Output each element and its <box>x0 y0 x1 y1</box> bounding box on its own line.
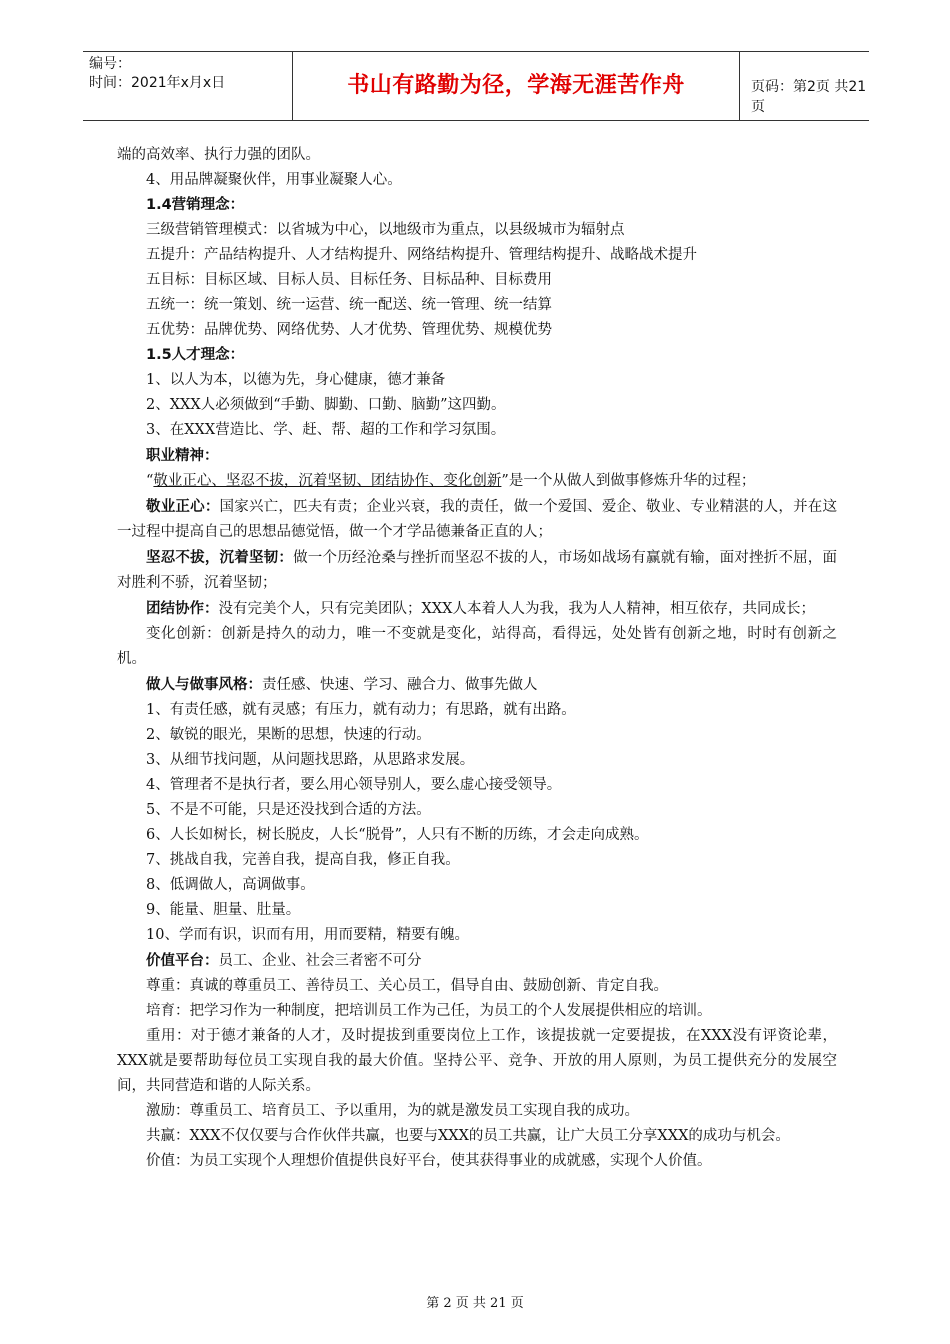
page-footer <box>0 1292 950 1311</box>
time-label: 时间：2021年x月x日 <box>89 75 226 91</box>
list-item: 2、敏锐的眼光，果断的思想，快速的行动。 <box>146 727 431 743</box>
section-heading-talent: 1.5人才理念： <box>146 347 245 363</box>
paragraph <box>117 596 837 622</box>
paragraph <box>117 948 837 974</box>
subheading-spirit <box>117 443 837 469</box>
list-item: 5、不是不可能，只是还没找到合适的方法。 <box>146 802 431 818</box>
style-text: 责任感、快速、学习、融合力、做事先做人 <box>262 677 538 693</box>
spirit-heading: 职业精神： <box>146 447 219 464</box>
paragraph: 变化创新：创新是持久的动力，唯一不变就是变化，站得高，看得远，处处皆有创新之地，时时有创新之机。 <box>117 626 837 667</box>
section-heading-marketing: 1.4营销理念： <box>146 197 245 213</box>
paragraph: 激励：尊重员工、培育员工、予以重用，为的就是激发员工实现自我的成功。 <box>146 1103 639 1119</box>
page-header <box>83 51 869 121</box>
footer-page-number: 第 2 页 共 21 页 <box>426 1296 524 1311</box>
value-text: 员工、企业、社会三者密不可分 <box>218 953 422 969</box>
list-item: 3、从细节找问题，从问题找思路，从思路求发展。 <box>146 752 475 768</box>
paragraph: 端的高效率、执行力强的团队。 <box>117 147 320 163</box>
term-text: 做一个历经沧桑与挫折而坚忍不拔的人，市场如战场有赢就有输，面对挫折不屈，面对胜利不骄，沉着坚韧； <box>117 550 838 591</box>
paragraph <box>117 494 837 545</box>
paragraph <box>117 545 837 596</box>
term-title: 团结协作： <box>146 600 219 617</box>
list-item: 6、人长如树长，树长脱皮，人长“脱骨”，人只有不断的历练，才会走向成熟。 <box>146 827 649 843</box>
paragraph: 共赢：XXX不仅仅要与合作伙伴共赢，也要与XXX的员工共赢，让广大员工分享XXX的成功与机会。 <box>146 1128 790 1144</box>
document-body <box>117 143 837 1174</box>
header-meta <box>83 52 293 120</box>
number-label: 编号： <box>89 56 131 72</box>
paragraph <box>117 469 837 494</box>
paragraph: 五提升：产品结构提升、人才结构提升、网络结构提升、管理结构提升、战略战术提升 <box>146 247 697 263</box>
list-item: 4、管理者不是执行者，要么用心领导别人，要么虚心接受领导。 <box>146 777 562 793</box>
term-text: 没有完美个人，只有完美团队；XXX人本着人人为我，我为人人精神，相互依存，共同成长； <box>218 601 815 617</box>
paragraph: 价值：为员工实现个人理想价值提供良好平台，使其获得事业的成就感，实现个人价值。 <box>146 1153 712 1169</box>
underlined-spirit: 敬业正心、坚忍不拔，沉着坚韧、团结协作、变化创新 <box>153 473 502 489</box>
paragraph: 1、以人为本，以德为先，身心健康，德才兼备 <box>146 372 446 388</box>
paragraph: 重用：对于德才兼备的人才，及时提拔到重要岗位上工作，该提拔就一定要提拔，在XXX没有评资论辈，XXX就是要帮助每位员工实现自我的最大价值。坚持公平、竞争、开放的用人原则，为员工提供充分的发展空间，共同营造和谐的人际关系。 <box>117 1028 837 1094</box>
paragraph: 培育：把学习作为一种制度，把培训员工作为己任，为员工的个人发展提供相应的培训。 <box>146 1003 712 1019</box>
style-heading: 做人与做事风格： <box>146 676 262 693</box>
term-title: 坚忍不拔，沉着坚韧： <box>146 549 294 566</box>
list-item: 7、挑战自我，完善自我，提高自我，修正自我。 <box>146 852 460 868</box>
list-item: 10、学而有识，识而有用，用而要精，精要有魄。 <box>146 927 469 943</box>
paragraph: 五优势：品牌优势、网络优势、人才优势、管理优势、规模优势 <box>146 322 552 338</box>
term-title: 敬业正心： <box>146 498 220 515</box>
paragraph: 三级营销管理模式：以省城为中心，以地级市为重点，以县级城市为辐射点 <box>146 222 625 238</box>
spirit-rest: ”是一个从做人到做事修炼升华的过程； <box>501 473 756 489</box>
paragraph: 五统一：统一策划、统一运营、统一配送、统一管理、统一结算 <box>146 297 552 313</box>
list-item: 1、有责任感，就有灵感；有压力，就有动力；有思路，就有出路。 <box>146 702 576 718</box>
list-item: 9、能量、胆量、肚量。 <box>146 902 301 918</box>
header-page-info: 页码：第2页 共21页 <box>751 79 867 115</box>
paragraph: 2、XXX人必须做到“手勤、脚勤、口勤、脑勤”这四勤。 <box>146 397 506 413</box>
paragraph: 3、在XXX营造比、学、赶、帮、超的工作和学习氛围。 <box>146 422 506 438</box>
paragraph: 尊重：真诚的尊重员工、善待员工、关心员工，倡导自由、鼓励创新、肯定自我。 <box>146 978 668 994</box>
list-item: 8、低调做人，高调做事。 <box>146 877 315 893</box>
paragraph <box>117 672 837 698</box>
paragraph: 五目标：目标区域、目标人员、目标任务、目标品种、目标费用 <box>146 272 552 288</box>
term-text: 国家兴亡，匹夫有责；企业兴衰，我的责任，做一个爱国、爱企、敬业、专业精湛的人，并在这一过程中提高自己的思想品德觉悟，做一个才学品德兼备正直的人； <box>117 499 838 540</box>
header-motto: 书山有路勤为径，学海无涯苦作舟 <box>293 52 740 120</box>
paragraph: 4、用品牌凝聚伙伴，用事业凝聚人心。 <box>146 172 402 188</box>
value-heading: 价值平台： <box>146 952 219 969</box>
quote-open: “ <box>146 473 154 489</box>
